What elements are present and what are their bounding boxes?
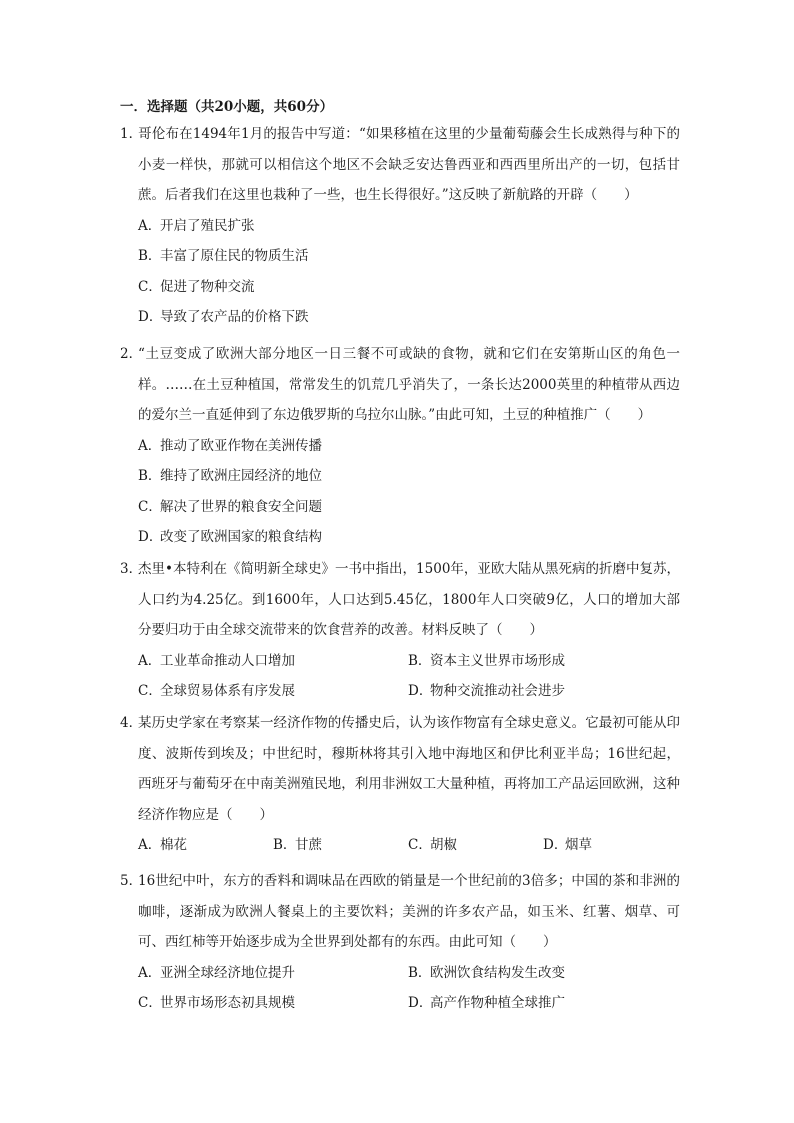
option-c[interactable]: C．胡椒: [408, 837, 457, 853]
option-a[interactable]: A．亚洲全球经济地位提升: [138, 964, 295, 981]
question-4: [120, 708, 680, 861]
option-b[interactable]: B．维持了欧洲庄园经济的地位: [138, 468, 322, 484]
question-1: [120, 119, 680, 333]
question-3: [120, 554, 680, 707]
question-stem: [120, 119, 680, 211]
question-5: [120, 866, 680, 1019]
option-a[interactable]: A．开启了殖民扩张: [138, 217, 255, 234]
option-a[interactable]: A．工业革命推动人口增加: [138, 652, 295, 669]
option-b[interactable]: B．甘蔗: [273, 837, 322, 853]
options-row: [138, 958, 680, 989]
option-b[interactable]: B．欧洲饮食结构发生改变: [408, 964, 565, 981]
options-row: [138, 646, 680, 677]
options-list: [138, 646, 680, 707]
options-list: [138, 830, 680, 861]
question-number: 2．: [120, 346, 143, 362]
question-text: 哥伦布在1494年1月的报告中写道：“如果移植在这里的少量葡萄藤会生长成熟得与种下的小麦一样快，那就可以相信这个地区不会缺乏安达鲁西亚和西西里所出产的一切，包括甘蔗。后者我们在这里也栽种了一些，也生长得很好。”这反映了新航路的开辟（ ）: [138, 126, 680, 203]
option-c[interactable]: C．全球贸易体系有序发展: [138, 683, 295, 699]
option-d[interactable]: D．高产作物种植全球推广: [408, 995, 565, 1011]
question-2: [120, 339, 680, 553]
question-stem: [120, 339, 680, 431]
section-title: 一．选择题（共20小题，共60分）: [120, 99, 334, 115]
option-c[interactable]: C．促进了物种交流: [138, 278, 255, 295]
option-a[interactable]: A．棉花: [138, 837, 187, 853]
option-b[interactable]: B．资本主义世界市场形成: [408, 652, 565, 669]
question-text: 杰里•本特利在《简明新全球史》一书中指出，1500年，亚欧大陆从黑死病的折磨中复苏，人口约为4.25亿。到1600年，人口达到5.45亿，1800年人口突破9亿，人口的增加大部分要归功于由全球交流带来的饮食营养的改善。材料反映了（ ）: [138, 561, 680, 638]
option-a[interactable]: A．推动了欧亚作物在美洲传播: [138, 437, 322, 454]
question-text: “土豆变成了欧洲大部分地区一日三餐不可或缺的食物，就和它们在安第斯山区的角色一样。……在土豆种植国，常常发生的饥荒几乎消失了，一条长达2000英里的种植带从西边的爱尔兰一直延伸到了东边俄罗斯的乌拉尔山脉。”由此可知，土豆的种植推广（ ）: [138, 346, 680, 423]
option-d[interactable]: D．物种交流推动社会进步: [408, 683, 565, 699]
options-row: [138, 988, 680, 1019]
question-number: 3．: [120, 561, 143, 577]
option-b[interactable]: B．丰富了原住民的物质生活: [138, 248, 309, 264]
options-list: [138, 211, 680, 333]
question-stem: [120, 866, 680, 958]
option-c[interactable]: C．世界市场形态初具规模: [138, 995, 295, 1011]
question-number: 5．: [120, 873, 143, 889]
options-row: [138, 676, 680, 707]
question-number: 4．: [120, 715, 143, 731]
question-stem: [120, 708, 680, 830]
question-text: 某历史学家在考察某一经济作物的传播史后，认为该作物富有全球史意义。它最初可能从印度、波斯传到埃及；中世纪时，穆斯林将其引入地中海地区和伊比利亚半岛；16世纪起，西班牙与葡萄牙在中南美洲殖民地，利用非洲奴工大量种植，再将加工产品运回欧洲，这种经济作物应是（ ）: [138, 715, 680, 823]
options-row: [138, 830, 680, 861]
option-c[interactable]: C．解决了世界的粮食安全问题: [138, 498, 322, 515]
options-list: [138, 431, 680, 553]
option-d[interactable]: D．导致了农产品的价格下跌: [138, 309, 309, 325]
options-list: [138, 958, 680, 1019]
question-text: 16世纪中叶，东方的香料和调味品在西欧的销量是一个世纪前的3倍多；中国的茶和非洲的咖啡，逐渐成为欧洲人餐桌上的主要饮料；美洲的许多农产品，如玉米、红薯、烟草、可可、西红柿等开始逐步成为全世界到处都有的东西。由此可知（ ）: [138, 873, 680, 950]
question-number: 1．: [120, 126, 143, 142]
question-stem: [120, 554, 680, 646]
option-d[interactable]: D．改变了欧洲国家的粮食结构: [138, 529, 322, 545]
option-d[interactable]: D．烟草: [543, 837, 592, 853]
